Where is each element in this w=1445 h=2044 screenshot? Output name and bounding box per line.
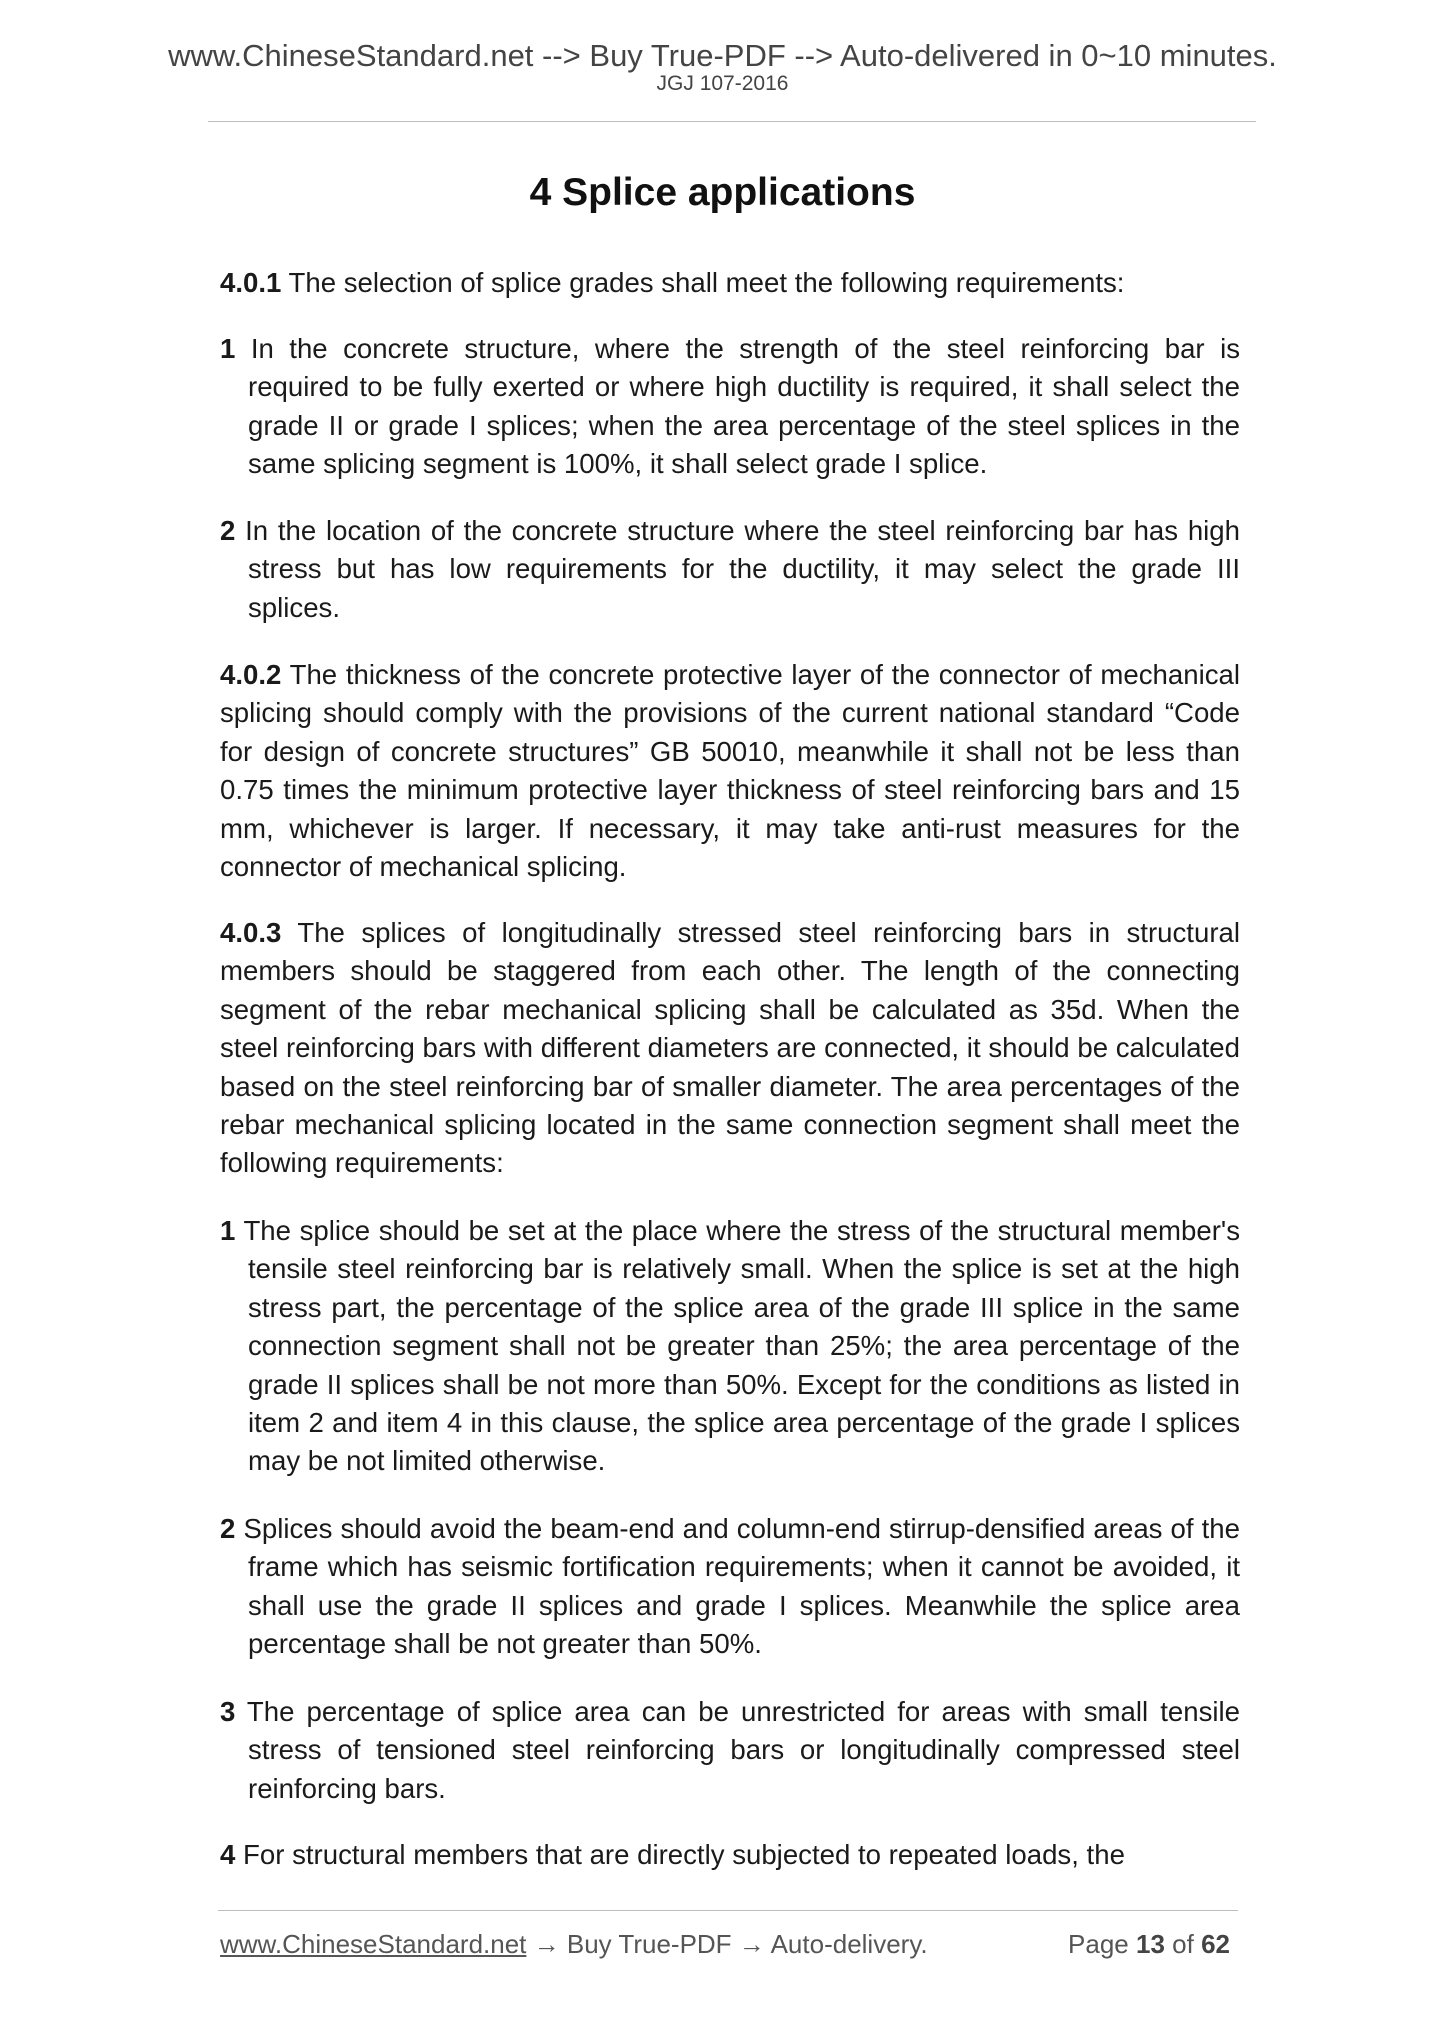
- arrow-icon: →: [731, 1929, 771, 1959]
- item-text: Splices should avoid the beam-end and column-end stirrup-densified areas of the frame which has seismic fortification requirements; when it cannot be avoided, it shall use the grade II splices and grade I splices. Meanwhile the splice area percentage shall be not greater than 50%.: [235, 1513, 1240, 1660]
- clause-4-0-3-item-1: [220, 1212, 1240, 1481]
- clause-4-0-3-item-4: [220, 1836, 1240, 1874]
- clause-4-0-3-item-2: [220, 1510, 1240, 1664]
- clause-4-0-1-item-2: [220, 512, 1240, 627]
- item-number: 1: [220, 1215, 236, 1246]
- page-total: 62: [1201, 1929, 1230, 1959]
- arrow-icon: →: [526, 1929, 567, 1959]
- item-text: The percentage of splice area can be unrestricted for areas with small tensile stress of tensioned steel reinforcing bars or longitudinally compressed steel reinforcing bars.: [235, 1696, 1240, 1804]
- clause-text: The thickness of the concrete protective layer of the connector of mechanical splicing should comply with the provisions of the current national standard “Code for design of concrete structures” GB 50010, meanwhile it shall not be less than 0.75 times the minimum protective layer thickness of steel reinforcing bars and 15 mm, whichever is larger. If necessary, it may take anti-rust measures for the connector of mechanical splicing.: [220, 659, 1240, 883]
- footer-site-link[interactable]: www.ChineseStandard.net: [220, 1929, 527, 1959]
- item-text: The splice should be set at the place where the stress of the structural member's tensile steel reinforcing bar is relatively small. When the splice is set at the high stress part, the percentage of the splice area of the grade III splice in the same connection segment shall not be greater than 25%; the area percentage of the grade II splices shall be not more than 50%. Except for the conditions as listed in item 2 and item 4 in this clause, the splice area percentage of the grade I splices may be not limited otherwise.: [235, 1215, 1240, 1477]
- item-text: In the location of the concrete structure where the steel reinforcing bar has high stress but has low requirements for the ductility, it may select the grade III splices.: [235, 515, 1240, 623]
- clause-4-0-2: [220, 656, 1240, 886]
- footer-divider: [218, 1910, 1238, 1911]
- page-indicator: [1068, 1928, 1230, 1960]
- item-number: 1: [220, 333, 236, 364]
- clause-4-0-1: [220, 264, 1240, 302]
- page-footer: [220, 1928, 1230, 1960]
- clause-number: 4.0.3: [220, 917, 282, 948]
- clause-text: The selection of splice grades shall meet the following requirements:: [281, 267, 1125, 298]
- page-label: Page: [1068, 1929, 1129, 1959]
- of-label: of: [1172, 1929, 1194, 1959]
- header-divider: [208, 121, 1256, 122]
- footer-delivery-text: Auto-delivery.: [770, 1929, 928, 1959]
- clause-number: 4.0.1: [220, 267, 282, 298]
- document-code: JGJ 107-2016: [656, 72, 789, 95]
- footer-buy-text: Buy True-PDF: [566, 1929, 732, 1959]
- chapter-title: 4 Splice applications: [529, 171, 916, 214]
- clause-4-0-1-item-1: [220, 330, 1240, 484]
- clause-text: The splices of longitudinally stressed steel reinforcing bars in structural members should be staggered from each other. The length of the connecting segment of the rebar mechanical splicing shall be calculated as 35d. When the steel reinforcing bars with different diameters are connected, it should be calculated based on the steel reinforcing bar of smaller diameter. The area percentages of the rebar mechanical splicing located in the same connection segment shall meet the following requirements:: [220, 917, 1240, 1179]
- item-text: In the concrete structure, where the strength of the steel reinforcing bar is required to be fully exerted or where high ductility is required, it shall select the grade II or grade I splices; when the area percentage of the steel splices in the same splicing segment is 100%, it shall select grade I splice.: [235, 333, 1240, 480]
- clause-4-0-3-item-3: [220, 1693, 1240, 1808]
- clause-number: 4.0.2: [220, 659, 282, 690]
- clause-4-0-3: [220, 914, 1240, 1183]
- item-text: For structural members that are directly subjected to repeated loads, the: [235, 1839, 1125, 1870]
- item-number: 3: [220, 1696, 236, 1727]
- item-number: 2: [220, 1513, 236, 1544]
- header-banner: www.ChineseStandard.net --> Buy True-PDF --> Auto-delivered in 0~10 minutes.: [168, 38, 1277, 73]
- page-number: 13: [1136, 1929, 1165, 1959]
- item-number: 2: [220, 515, 236, 546]
- item-number: 4: [220, 1839, 236, 1870]
